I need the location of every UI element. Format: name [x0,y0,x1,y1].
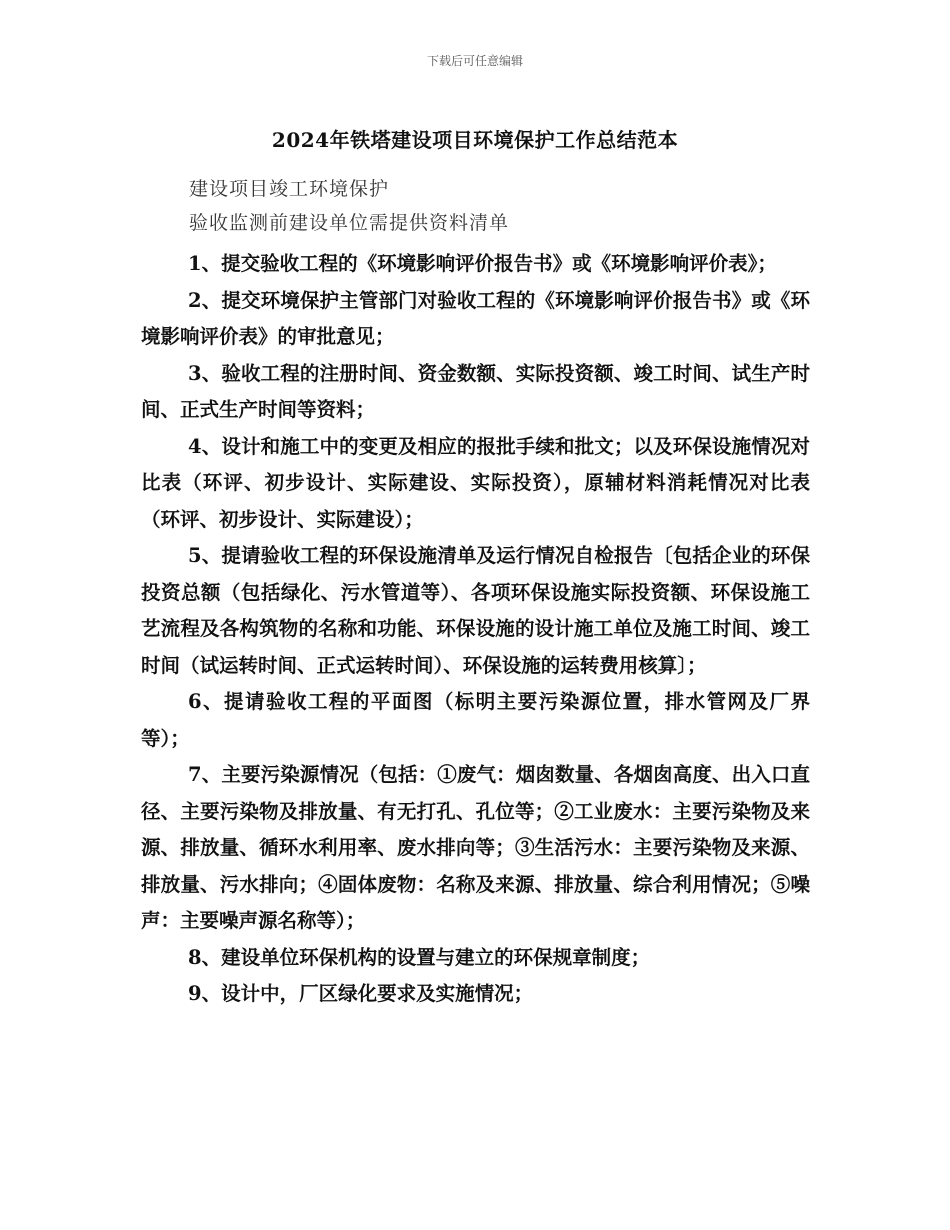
list-item-2: 2、提交环境保护主管部门对验收工程的《环境影响评价报告书》或《环境影响评价表》的审批意见； [141,288,810,348]
subtitle-line-1: 建设项目竣工环境保护 [189,178,390,200]
subtitle-line-2: 验收监测前建设单位需提供资料清单 [189,212,510,234]
list-item-9: 9、设计中，厂区绿化要求及实施情况； [188,982,534,1005]
document-title: 2024年铁塔建设项目环境保护工作总结范本 [271,128,679,152]
document-body [141,246,810,1013]
list-item-8: 8、建设单位环保机构的设置与建立的环保规章制度； [188,945,651,969]
list-item-6: 6、提请验收工程的平面图（标明主要污染源位置，排水管网及厂界等）； [141,690,810,750]
list-item-4: 4、设计和施工中的变更及相应的报批手续和批文；以及环保设施情况对比表（环评、初步设计、实际建设、实际投资），原辅材料消耗情况对比表（环评、初步设计、实际建设）； [141,434,810,531]
list-item-1: 1、提交验收工程的《环境影响评价报告书》或《环境影响评价表》； [188,252,777,275]
list-item-3: 3、验收工程的注册时间、资金数额、实际投资额、竣工时间、试生产时间、正式生产时间等资料； [141,361,810,421]
list-item-5: 5、提请验收工程的环保设施清单及运行情况自检报告〔包括企业的环保投资总额（包括绿化、污水管道等）、各项环保设施实际投资额、环保设施工艺流程及各构筑物的名称和功能、环保设施的设计施工单位及施工时间、竣工时间（试运转时间、正式运转时间）、环保设施的运转费用核算〕； [141,544,810,677]
header-note: 下载后可任意编辑 [426,54,523,68]
list-item-7: 7、主要污染源情况（包括：①废气：烟囱数量、各烟囱高度、出入口直径、主要污染物及排放量、有无打孔、孔位等；②工业废水：主要污染物及来源、排放量、循环水利用率、废水排向等；③生活污水：主要污染物及来源、排放量、污水排向；④固体废物：名称及来源、排放量、综合利用情况；⑤噪声：主要噪声源名称等）； [141,763,810,932]
